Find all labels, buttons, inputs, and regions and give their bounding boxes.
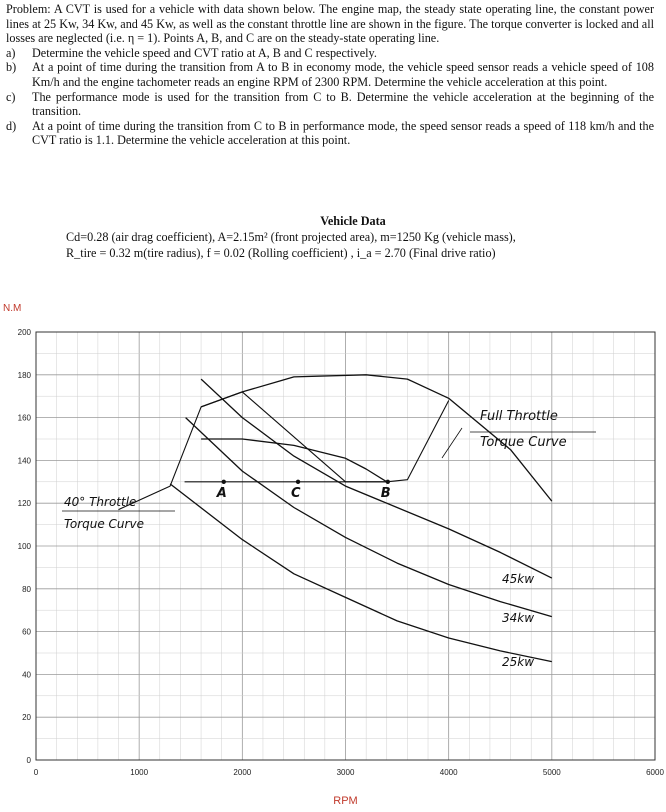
series-line-6 (170, 484, 552, 662)
point-label-C: C (291, 485, 301, 501)
y-tick-label: 200 (17, 328, 31, 337)
operating-point-C (296, 480, 300, 484)
chart-axes (3, 303, 664, 807)
annotation-25kw: 25kw (502, 655, 535, 669)
y-tick-label: 180 (17, 370, 31, 380)
vehicle-data-title: Vehicle Data (320, 214, 386, 228)
y-tick-label: 80 (22, 584, 31, 594)
y-axis-label: N.M (3, 303, 22, 314)
item-text: At a point of time during the transition from A to B in economy mode, the vehicle speed sensor reads a vehicle speed of 108 Km/h and the engine tachometer reads an engine RPM of 2300 RPM. Determine the vehicle acceleration at this point. (32, 60, 654, 89)
item-text: At a point of time during the transition from C to B in performance mode, the speed sensor reads a speed of 118 km/h and the CVT ratio is 1.1. Determine the vehicle acceleration at this point. (32, 118, 654, 148)
x-tick-label: 4000 (439, 768, 458, 777)
y-tick-label: 140 (17, 456, 31, 466)
annotation-40-throttle: 40° Throttle (64, 495, 137, 509)
annotation-torque-curve-40: Torque Curve (64, 517, 144, 531)
x-tick-label: 1000 (130, 768, 149, 777)
y-tick-label: 40 (22, 670, 31, 680)
x-tick-label: 0 (33, 768, 39, 777)
item-label: a) (6, 45, 16, 60)
leader-full-arrow (442, 428, 462, 458)
y-tick-label: 120 (17, 499, 31, 509)
vehicle-data-line1: Cd=0.28 (air drag coefficient), A=2.15m² (front projected area), m=1250 Kg (vehicle mass), (66, 230, 516, 244)
x-tick-label: 3000 (336, 768, 355, 777)
annotation-34kw: 34kw (502, 611, 535, 625)
operating-point-A (222, 480, 226, 484)
annotation-full-throttle: Full Throttle (480, 409, 558, 424)
x-tick-label: 6000 (646, 768, 664, 777)
item-label: d) (6, 118, 17, 133)
chart-labels (62, 409, 596, 669)
item-text: Determine the vehicle speed and CVT ratio at A, B and C respectively. (32, 45, 377, 60)
vehicle-data-line2: R_tire = 0.32 m(tire radius), f = 0.02 (Rolling coefficient) , i_a = 2.70 (Final drive ratio) (66, 246, 496, 260)
x-tick-label: 2000 (233, 768, 252, 777)
x-tick-label: 5000 (542, 768, 561, 777)
y-tick-label: 60 (22, 627, 31, 637)
item-label: b) (6, 60, 17, 75)
point-label-B: B (380, 485, 391, 501)
operating-point-B (386, 480, 390, 484)
annotation-45kw: 45kw (502, 572, 535, 586)
chart-grid (36, 332, 655, 760)
item-label: c) (6, 89, 16, 104)
item-text: The performance mode is used for the transition from C to B. Determine the vehicle acceleration at the beginning of the transition. (32, 89, 654, 119)
y-tick-label: 100 (17, 542, 31, 551)
x-axis-label: RPM (333, 795, 358, 807)
y-tick-label: 20 (22, 713, 31, 723)
point-label-A: A (216, 485, 227, 501)
annotation-torque-curve-full: Torque Curve (480, 435, 567, 450)
problem-intro: Problem: A CVT is used for a vehicle with data shown below. The engine map, the steady state operating line, the constant power lines at 25 Kw, 34 Kw, and 45 Kw, as well as the constant throttle line are shown in the figure. The torque converter is locked and all losses are neglected (i.e. η = 1). Points A, B, and C are on the steady-state operating line. (6, 2, 654, 46)
y-tick-label: 0 (26, 756, 31, 765)
y-tick-label: 160 (17, 413, 31, 423)
